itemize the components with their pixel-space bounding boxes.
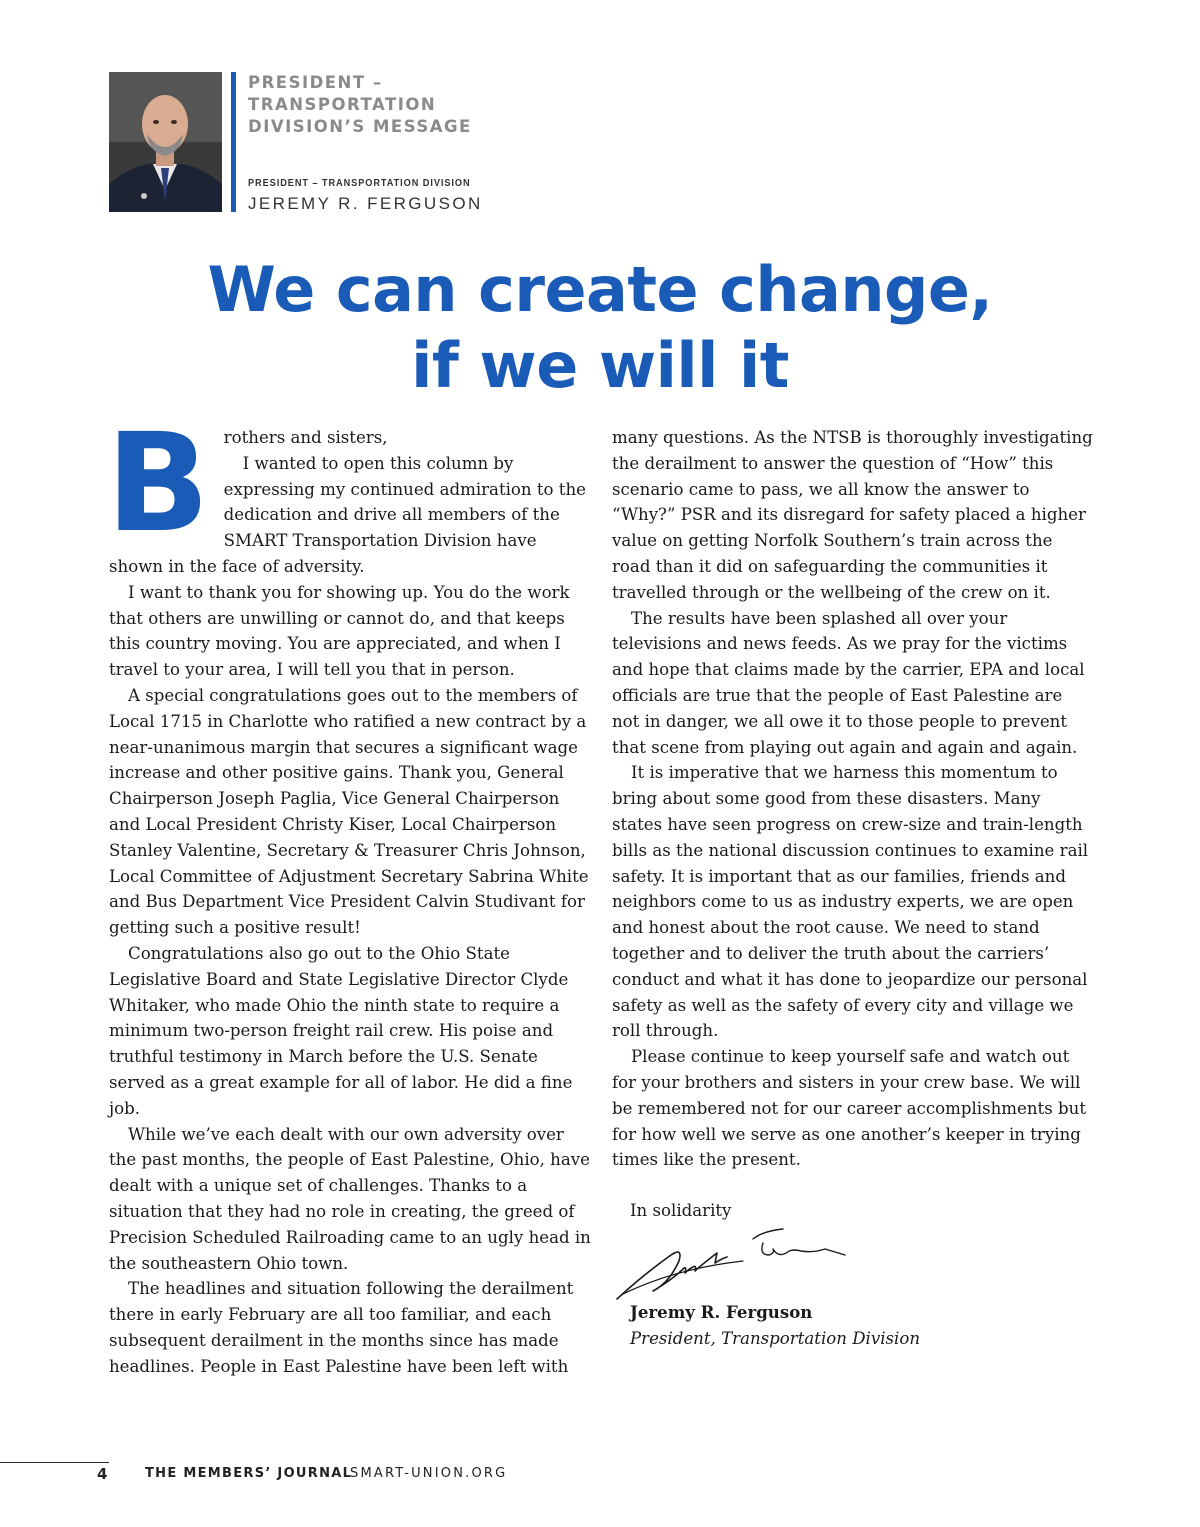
author-photo — [109, 72, 222, 212]
headline-line-1: We can create change, — [207, 253, 993, 326]
publication-name: THE MEMBERS’ JOURNAL — [145, 1466, 353, 1481]
article-left-column — [106, 405, 591, 1379]
paragraph: While we’ve each dealt with our own adversity over the past months, the people of East Palestine, Ohio, have dealt with a unique set of challenges. Thanks to a situation that they had no role in creating, the greed of Precision Scheduled Railroading came to an ugly head in the southeastern Ohio town. — [109, 1124, 591, 1273]
article-right-column — [612, 425, 1094, 1173]
signer-title: President, Transportation Division — [630, 1329, 921, 1348]
paragraph-salutation: rothers and sisters, — [223, 428, 388, 447]
paragraph: many questions. As the NTSB is thoroughly investigating the derailment to answer the question of “How” this scenario came to pass, we all know the answer to “Why?” PSR and its disregard for safety placed a higher value on getting Norfolk Southern’s train across the road than it did on safeguarding the communities it travelled through or the wellbeing of the crew on it. — [612, 428, 1093, 602]
paragraph: The headlines and situation following the derailment there in early February are all too familiar, and each subsequent derailment in the months since has made headlines. People in East Palestine have been left with — [109, 1279, 574, 1376]
footer-rule — [0, 1462, 109, 1463]
article-headline — [0, 252, 1200, 404]
drop-cap: B — [106, 405, 210, 563]
website-link[interactable]: SMART-UNION.ORG — [350, 1466, 508, 1481]
paragraph: I want to thank you for showing up. You do the work that others are unwilling or cannot do, and that keeps this country moving. You are appreciated, and when I travel to your area, I will tell you that in person. — [109, 582, 570, 680]
paragraph: A special congratulations goes out to the members of Local 1715 in Charlotte who ratified a new contract by a near-unanimous margin that secures a significant wage increase and other positive gains. Thank you, General Chairperson Joseph Paglia, Vice General Chairperson and Local President Christy Kiser, Local Chairperson Stanley Valentine, Secretary & Treasurer Chris Johnson, Local Committee of Adjustment Secretary Sabrina White and Bus Department Vice President Calvin Studivant for getting such a positive result! — [109, 685, 589, 938]
paragraph: Congratulations also go out to the Ohio State Legislative Board and State Legislative Director Clyde Whitaker, who made Ohio the ninth state to require a minimum two-person freight rail crew. His poise and truthful testimony in March before the U.S. Senate served as a great example for all of labor. He did a fine job. — [109, 943, 573, 1118]
author-name: JEREMY R. FERGUSON — [248, 194, 483, 213]
handwritten-signature-icon — [613, 1225, 853, 1305]
paragraph: The results have been splashed all over your televisions and news feeds. As we pray for the victims and hope that claims made by the carrier, EPA and local officials are true that the people of East Palestine are not in danger, we all owe it to those people to prevent that scene from playing out again and again and again. — [612, 608, 1085, 757]
paragraph: It is imperative that we harness this momentum to bring about some good from these disasters. Many states have seen progress on crew-size and train-length bills as the national discussion continues to examine rail safety. It is important that as our families, friends and neighbors come to us as industry experts, we are open and honest about the root cause. We need to stand together and to deliver the truth about the carriers’ conduct and what it has done to jeopardize our personal safety as well as the safety of every city and village we roll through. — [612, 763, 1089, 1041]
section-kicker: PRESIDENT – TRANSPORTATION DIVISION’S MESSAGE — [248, 73, 472, 136]
header-accent-bar — [231, 72, 236, 212]
paragraph: Please continue to keep yourself safe and watch out for your brothers and sisters in your crew base. We will be remembered not for our career accomplishments but for how well we serve as one another’s keeper in trying times like the present. — [612, 1047, 1086, 1170]
author-role: PRESIDENT – TRANSPORTATION DIVISION — [248, 178, 471, 189]
page-number: 4 — [97, 1465, 109, 1483]
headline-line-2: if we will it — [411, 329, 789, 402]
portrait-photo-icon — [109, 72, 222, 212]
paragraph: I wanted to open this column by expressing my continued admiration to the dedication and drive all members of the SMART Transportation Division have shown in the face of adversity. — [109, 453, 586, 576]
closing-line: In solidarity — [630, 1201, 732, 1220]
signer-name: Jeremy R. Ferguson — [630, 1302, 813, 1322]
signature — [613, 1225, 853, 1310]
